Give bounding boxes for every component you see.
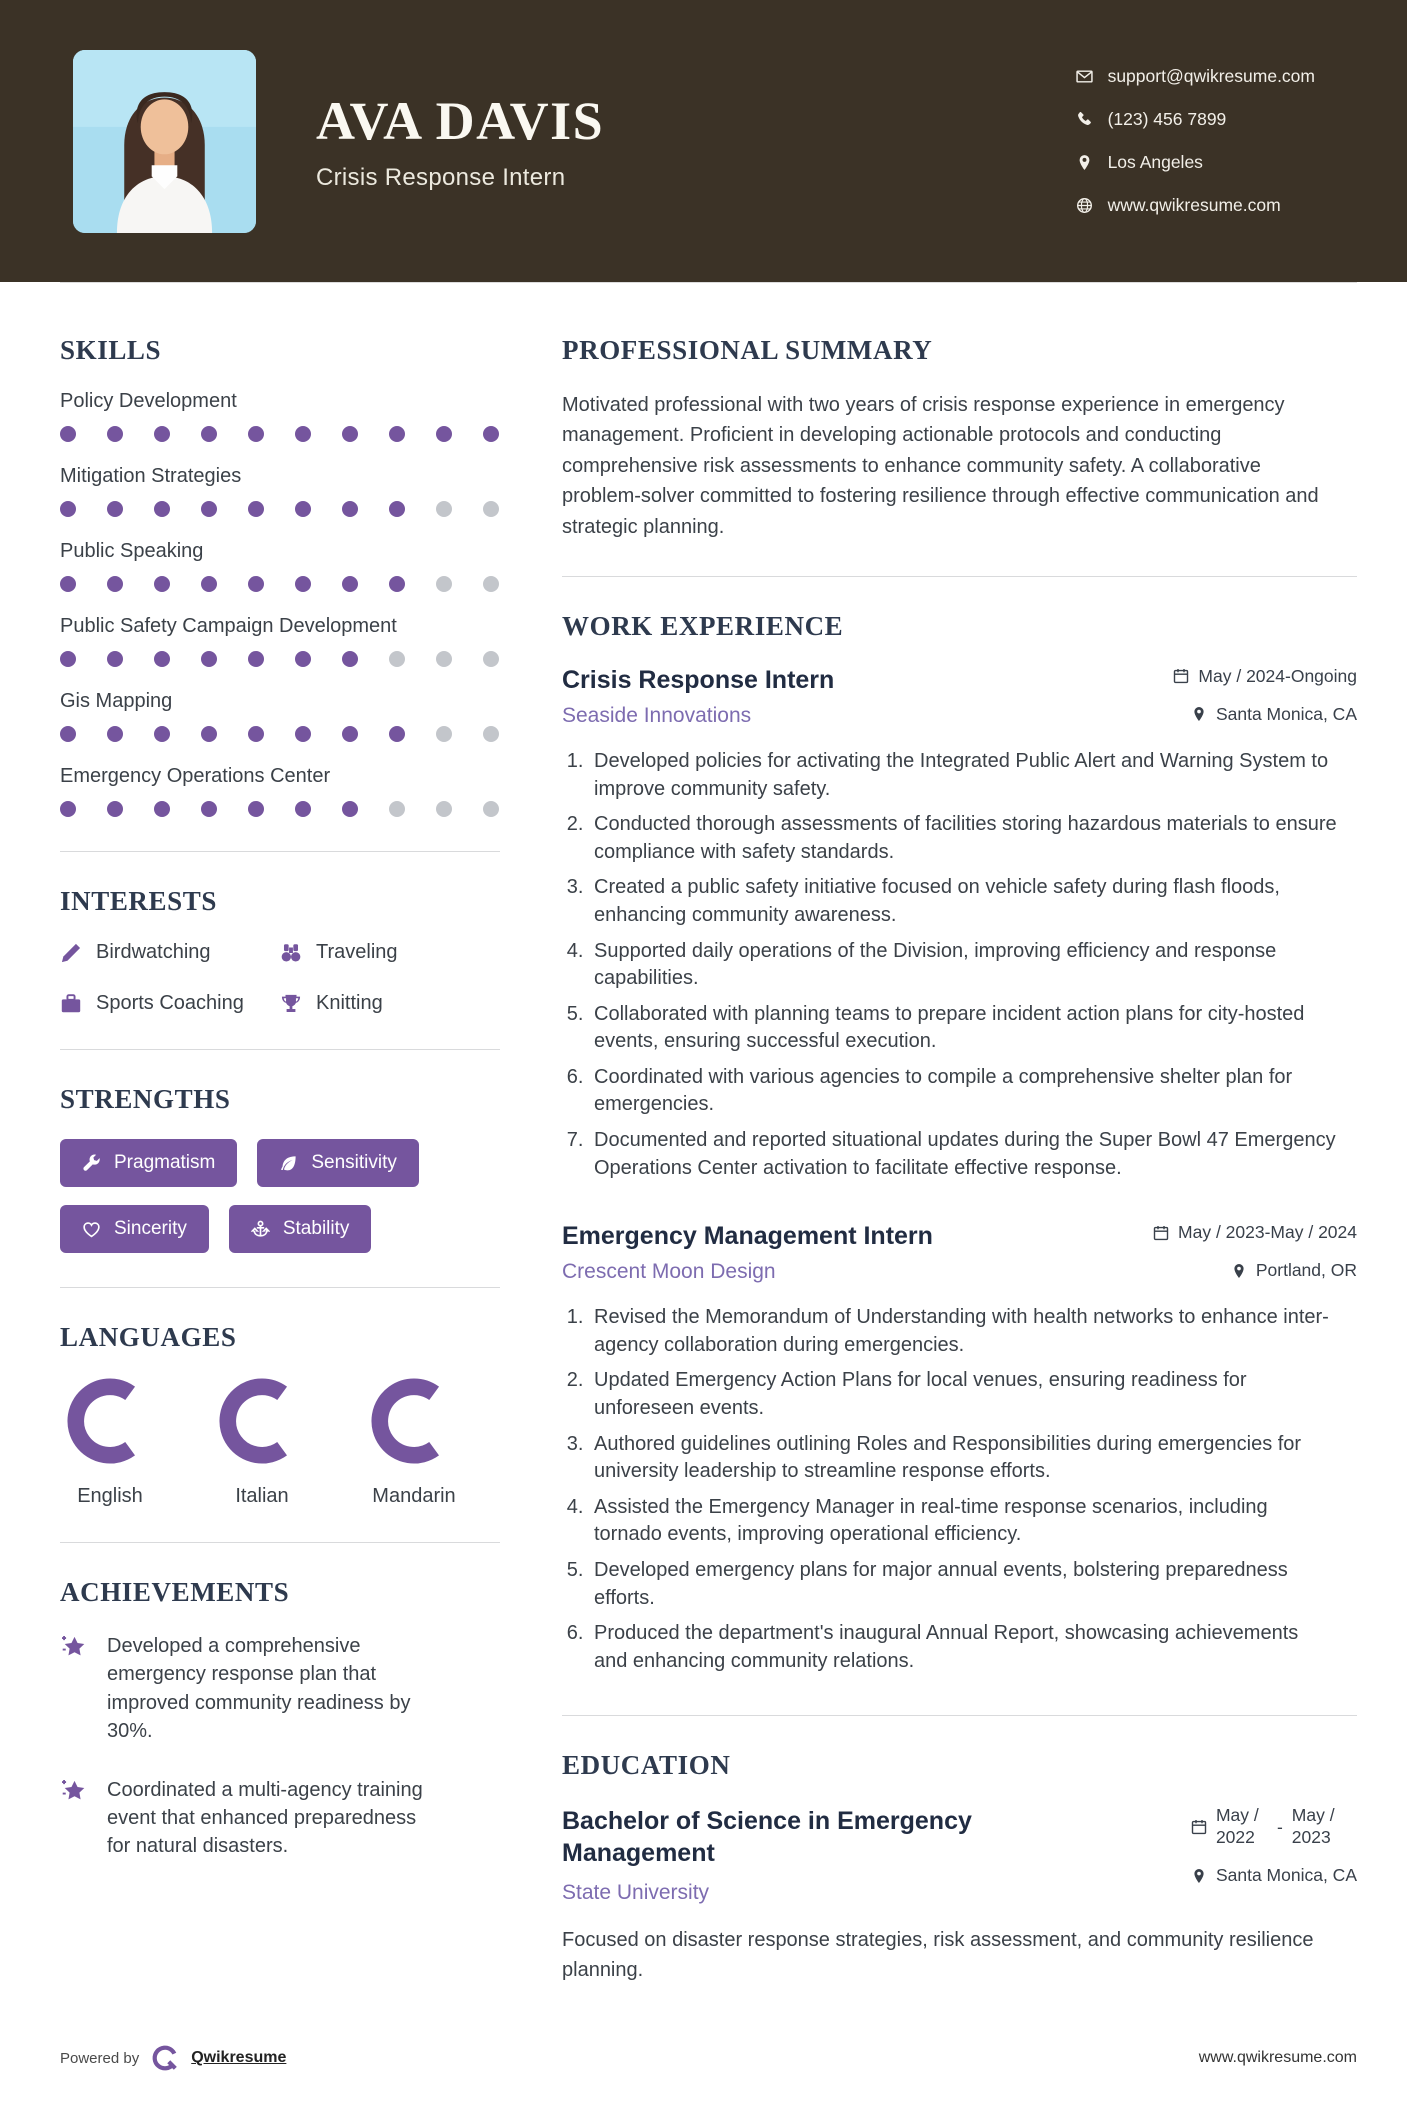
job-bullet: 2. Updated Emergency Action Plans for local venues, ensuring readiness for unforeseen events. xyxy=(589,1367,1337,1422)
job-location xyxy=(1191,704,1357,725)
job-bullet: 1. Revised the Memorandum of Understanding with health networks to enhance inter-agency collaboration during emergencies. xyxy=(589,1304,1337,1359)
education-head-row xyxy=(562,1805,1357,1905)
skill-dot-empty xyxy=(436,801,452,817)
skill-dot-filled xyxy=(201,801,217,817)
strengths-heading: STRENGTHS xyxy=(60,1084,231,1114)
skill-dot-filled xyxy=(436,426,452,442)
job-dates-text: May / 2023-May / 2024 xyxy=(1178,1222,1357,1243)
skill-item xyxy=(60,690,500,742)
leaf-icon xyxy=(279,1154,298,1173)
skill-dot-empty xyxy=(483,651,499,667)
sidebar-divider xyxy=(60,1542,500,1543)
interest-label: Sports Coaching xyxy=(96,992,244,1014)
skill-dot-empty xyxy=(483,801,499,817)
skill-label: Policy Development xyxy=(60,390,237,412)
identity-block xyxy=(316,90,1016,192)
job-location-text: Portland, OR xyxy=(1255,1260,1357,1281)
education-location xyxy=(1191,1865,1357,1886)
skill-item xyxy=(60,540,500,592)
education-date-end: May / 2023 xyxy=(1291,1805,1335,1848)
languages-list xyxy=(60,1377,500,1508)
languages-heading: LANGUAGES xyxy=(60,1322,237,1352)
skill-dot-filled xyxy=(389,726,405,742)
skill-dot-filled xyxy=(201,651,217,667)
footer-website: www.qwikresume.com xyxy=(1198,2049,1357,2067)
education-section xyxy=(562,1750,1357,1985)
language-label: English xyxy=(77,1485,143,1507)
job-dates xyxy=(1153,1222,1357,1243)
contact-website[interactable] xyxy=(1076,195,1315,216)
education-location-text: Santa Monica, CA xyxy=(1215,1865,1357,1886)
skill-dot-filled xyxy=(342,726,358,742)
avatar-illustration xyxy=(73,50,256,233)
skill-dot-filled xyxy=(201,501,217,517)
skill-dot-filled xyxy=(342,426,358,442)
education-degree: Bachelor of Science in Emergency Management xyxy=(562,1807,972,1868)
summary-heading: PROFESSIONAL SUMMARY xyxy=(562,335,933,365)
skill-dot-filled xyxy=(154,576,170,592)
main-divider xyxy=(562,1715,1357,1716)
skill-label: Emergency Operations Center xyxy=(60,765,331,787)
skill-dot-filled xyxy=(248,801,264,817)
powered-by-label: Powered by xyxy=(60,2049,140,2067)
strength-pill xyxy=(257,1139,419,1187)
sidebar xyxy=(60,283,500,1985)
job-location xyxy=(1231,1260,1357,1281)
education-degree-block xyxy=(562,1805,1002,1905)
strength-label: Stability xyxy=(282,1218,350,1239)
strength-pill xyxy=(60,1139,237,1187)
phone-icon xyxy=(1076,111,1093,128)
skill-item xyxy=(60,390,500,442)
skill-level-dots xyxy=(60,576,500,592)
job-company: Crescent Moon Design xyxy=(562,1260,776,1284)
skill-dot-filled xyxy=(295,576,311,592)
language-level-arc xyxy=(370,1377,458,1465)
education-heading: EDUCATION xyxy=(562,1750,731,1781)
star-icon xyxy=(60,1778,87,1805)
work-heading: WORK EXPERIENCE xyxy=(562,610,844,641)
candidate-title: Crisis Response Intern xyxy=(316,164,566,191)
calendar-icon xyxy=(1153,1225,1169,1241)
binoculars-icon xyxy=(280,942,302,964)
sidebar-divider xyxy=(60,1049,500,1050)
education-date-separator: - xyxy=(1276,1816,1283,1837)
pencil-icon xyxy=(60,942,82,964)
skill-dot-filled xyxy=(107,801,123,817)
contact-location-text: Los Angeles xyxy=(1107,152,1203,172)
skill-dot-filled xyxy=(295,726,311,742)
education-dates xyxy=(1191,1805,1344,1849)
strength-pill xyxy=(60,1205,209,1253)
interests-grid xyxy=(60,941,500,1015)
skill-dot-filled xyxy=(201,726,217,742)
job-bullet: 6. Produced the department's inaugural Annual Report, showcasing achievements and enhancing community relations. xyxy=(589,1620,1337,1675)
location-pin-icon xyxy=(1191,706,1207,722)
skill-dot-empty xyxy=(389,651,405,667)
language-item xyxy=(60,1377,160,1508)
skill-dot-filled xyxy=(248,576,264,592)
job-bullet: 1. Developed policies for activating the Integrated Public Alert and Warning System to improve community safety. xyxy=(589,748,1337,803)
trophy-icon xyxy=(280,993,302,1015)
contact-location xyxy=(1076,152,1315,173)
interest-item xyxy=(60,992,280,1015)
skill-dot-filled xyxy=(389,576,405,592)
strength-label: Sincerity xyxy=(114,1218,187,1239)
education-school: State University xyxy=(562,1881,710,1905)
skill-dot-filled xyxy=(60,801,76,817)
job-title: Crisis Response Intern xyxy=(562,665,835,694)
skill-dot-filled xyxy=(248,726,264,742)
strength-pill xyxy=(229,1205,372,1253)
location-pin-icon xyxy=(1231,1263,1247,1279)
briefcase-icon xyxy=(60,993,82,1015)
strengths-section xyxy=(60,1084,500,1253)
job-entry xyxy=(562,1222,1357,1675)
achievements-section xyxy=(60,1577,500,1861)
interest-label: Knitting xyxy=(316,992,383,1014)
qwikresume-logo-icon xyxy=(150,2043,180,2073)
main-divider xyxy=(562,576,1357,577)
job-title: Emergency Management Intern xyxy=(562,1222,933,1251)
skill-dot-empty xyxy=(436,726,452,742)
skill-dot-filled xyxy=(295,501,311,517)
job-location-text: Santa Monica, CA xyxy=(1215,703,1357,724)
calendar-icon xyxy=(1173,668,1189,684)
skill-label: Public Safety Campaign Development xyxy=(60,615,397,637)
skill-level-dots xyxy=(60,501,500,517)
skill-label: Public Speaking xyxy=(60,540,204,562)
location-pin-icon xyxy=(1076,154,1093,171)
skill-dot-filled xyxy=(342,801,358,817)
skill-dot-filled xyxy=(295,651,311,667)
header xyxy=(0,0,1407,282)
skill-dot-filled xyxy=(60,426,76,442)
skill-level-dots xyxy=(60,801,500,817)
skill-dot-filled xyxy=(60,576,76,592)
footer xyxy=(0,2025,1407,2103)
language-label: Mandarin xyxy=(372,1485,456,1507)
skill-dot-empty xyxy=(436,651,452,667)
language-level-arc xyxy=(66,1377,154,1465)
job-dates xyxy=(1173,666,1357,687)
skill-dot-filled xyxy=(342,501,358,517)
language-item xyxy=(212,1377,312,1508)
sidebar-divider xyxy=(60,851,500,852)
main-column xyxy=(500,283,1357,1985)
skill-dot-filled xyxy=(60,726,76,742)
skill-dot-filled xyxy=(60,501,76,517)
powered-by-block xyxy=(60,2043,286,2073)
heart-icon xyxy=(82,1220,101,1239)
contact-email[interactable] xyxy=(1076,66,1315,87)
skill-item xyxy=(60,615,500,667)
skills-section xyxy=(60,335,500,817)
candidate-name: AVA DAVIS xyxy=(316,91,605,151)
interests-section xyxy=(60,886,500,1015)
job-entry xyxy=(562,666,1357,1182)
education-meta xyxy=(1191,1805,1357,1886)
skill-dot-filled xyxy=(107,501,123,517)
contact-phone-text: (123) 456 7899 xyxy=(1107,109,1227,129)
job-bullet: 4. Supported daily operations of the Division, improving efficiency and response capabilities. xyxy=(589,938,1337,993)
skill-dot-empty xyxy=(483,726,499,742)
profile-photo xyxy=(73,50,256,233)
skill-label: Gis Mapping xyxy=(60,690,173,712)
skill-dot-filled xyxy=(154,726,170,742)
skill-dot-filled xyxy=(295,801,311,817)
envelope-icon xyxy=(1076,68,1093,85)
skill-dot-filled xyxy=(60,651,76,667)
job-bullet: 6. Coordinated with various agencies to compile a comprehensive shelter plan for emergencies. xyxy=(589,1064,1337,1119)
education-description: Focused on disaster response strategies, risk assessment, and community resilience planning. xyxy=(562,1929,1314,1982)
skill-dot-filled xyxy=(342,651,358,667)
contact-list xyxy=(1076,66,1315,216)
contact-website-text: www.qwikresume.com xyxy=(1107,195,1281,215)
skill-item xyxy=(60,465,500,517)
education-date-start: May / 2022 xyxy=(1215,1805,1259,1848)
skill-dot-empty xyxy=(436,501,452,517)
skills-heading: SKILLS xyxy=(60,335,162,365)
job-dates-text: May / 2024-Ongoing xyxy=(1198,665,1357,686)
job-title-row xyxy=(562,666,1357,695)
language-label: Italian xyxy=(235,1485,289,1507)
calendar-icon xyxy=(1191,1819,1207,1835)
content xyxy=(0,283,1407,2025)
language-item xyxy=(364,1377,464,1508)
achievement-text: Developed a comprehensive emergency response plan that improved community readiness by 30%. xyxy=(107,1635,411,1743)
interest-label: Traveling xyxy=(316,941,398,963)
job-company: Seaside Innovations xyxy=(562,703,752,727)
skill-dot-filled xyxy=(154,801,170,817)
skill-dot-empty xyxy=(389,801,405,817)
interests-heading: INTERESTS xyxy=(60,886,217,916)
job-bullet: 7. Documented and reported situational updates during the Super Bowl 47 Emergency Operations Center activation to facilitate effective response. xyxy=(589,1127,1337,1182)
star-icon xyxy=(60,1634,87,1661)
sidebar-divider xyxy=(60,1287,500,1288)
globe-icon xyxy=(1076,197,1093,214)
skill-dot-filled xyxy=(342,576,358,592)
interest-item xyxy=(280,941,500,964)
skill-level-dots xyxy=(60,726,500,742)
interest-item xyxy=(60,941,280,964)
languages-section xyxy=(60,1322,500,1508)
achievement-item xyxy=(60,1632,500,1746)
skill-dot-empty xyxy=(436,576,452,592)
achievement-text: Coordinated a multi-agency training event that enhanced preparedness for natural disasters. xyxy=(107,1778,423,1858)
job-company-row xyxy=(562,1260,1357,1284)
achievement-item xyxy=(60,1776,500,1861)
skill-dot-empty xyxy=(483,576,499,592)
skill-dot-filled xyxy=(483,426,499,442)
location-pin-icon xyxy=(1191,1868,1207,1884)
skill-dot-filled xyxy=(154,651,170,667)
skill-level-dots xyxy=(60,651,500,667)
skill-level-dots xyxy=(60,426,500,442)
work-experience-section xyxy=(562,611,1357,1675)
achievements-heading: ACHIEVEMENTS xyxy=(60,1577,290,1607)
skill-dot-filled xyxy=(154,501,170,517)
summary-section xyxy=(562,335,1357,542)
job-title-row xyxy=(562,1222,1357,1251)
job-bullet: 5. Collaborated with planning teams to prepare incident action plans for city-hosted events, ensuring successful execution. xyxy=(589,1001,1337,1056)
contact-email-text: support@qwikresume.com xyxy=(1107,66,1315,86)
language-level-arc xyxy=(218,1377,306,1465)
skill-dot-filled xyxy=(154,426,170,442)
anchor-icon xyxy=(251,1220,270,1239)
skill-dot-filled xyxy=(295,426,311,442)
job-bullet: 3. Authored guidelines outlining Roles and Responsibilities during emergencies for university leadership to streamline response efforts. xyxy=(589,1431,1337,1486)
skill-dot-empty xyxy=(483,501,499,517)
job-bullet: 2. Conducted thorough assessments of facilities storing hazardous materials to ensure compliance with safety standards. xyxy=(589,811,1337,866)
skill-dot-filled xyxy=(107,576,123,592)
job-bullet-list xyxy=(562,748,1337,1182)
job-bullet: 4. Assisted the Emergency Manager in real-time response scenarios, including tornado events, improving operational efficiency. xyxy=(589,1494,1337,1549)
strength-label: Sensitivity xyxy=(311,1152,397,1173)
skill-dot-filled xyxy=(389,426,405,442)
job-company-row xyxy=(562,704,1357,728)
strength-label: Pragmatism xyxy=(114,1152,216,1173)
skill-dot-filled xyxy=(107,426,123,442)
wrench-icon xyxy=(82,1154,101,1173)
skill-dot-filled xyxy=(248,426,264,442)
skill-dot-filled xyxy=(107,726,123,742)
interest-item xyxy=(280,992,500,1015)
strengths-list xyxy=(60,1139,500,1253)
qwikresume-link[interactable]: Qwikresume xyxy=(191,2049,287,2067)
skill-dot-filled xyxy=(248,501,264,517)
skill-dot-filled xyxy=(201,426,217,442)
skill-dot-filled xyxy=(389,501,405,517)
job-bullet-list xyxy=(562,1304,1337,1675)
skill-item xyxy=(60,765,500,817)
contact-phone[interactable] xyxy=(1076,109,1315,130)
interest-label: Birdwatching xyxy=(96,941,211,963)
job-bullet: 3. Created a public safety initiative focused on vehicle safety during flash floods, enhancing community awareness. xyxy=(589,874,1337,929)
skill-dot-filled xyxy=(248,651,264,667)
skill-label: Mitigation Strategies xyxy=(60,465,242,487)
skill-dot-filled xyxy=(107,651,123,667)
job-bullet: 5. Developed emergency plans for major annual events, bolstering preparedness efforts. xyxy=(589,1557,1337,1612)
summary-text: Motivated professional with two years of crisis response experience in emergency management. Proficient in developing actionable protocols and conducting comprehensive risk assessments to enhance community safety. A collaborative problem-solver committed to fostering resilience through effective communication and strategic planning. xyxy=(562,394,1319,538)
skill-dot-filled xyxy=(201,576,217,592)
